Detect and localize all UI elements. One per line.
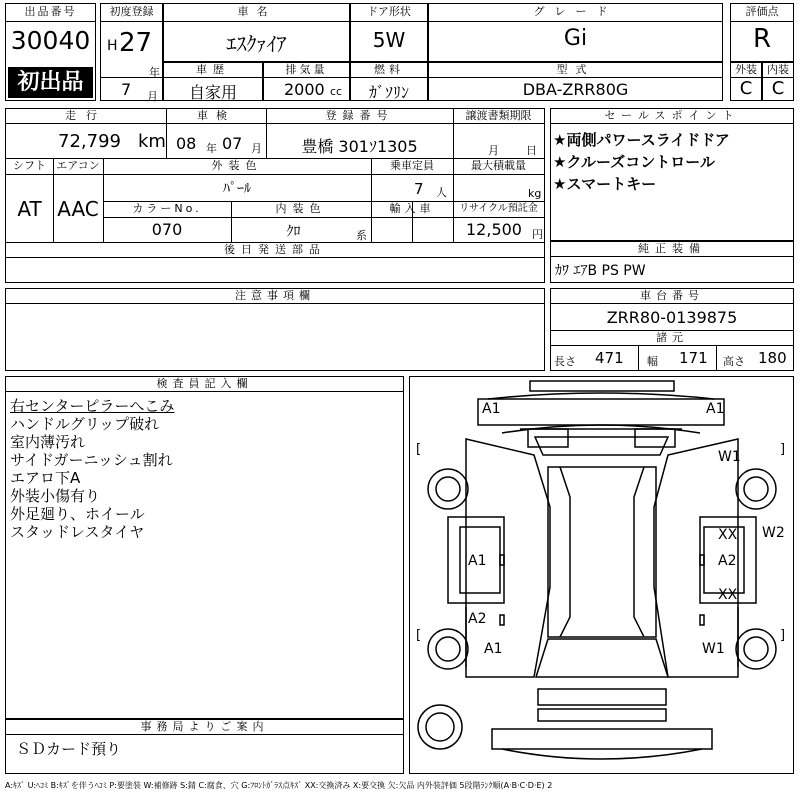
recycle-label: リサイクル預託金: [459, 203, 538, 214]
recycle: 12,500: [466, 220, 522, 239]
mileage-label: 走行: [65, 109, 107, 122]
fuel-box: [350, 62, 428, 101]
car-name-box: [163, 3, 350, 62]
fuel-label: 燃料: [374, 63, 404, 76]
model-label: 型式: [556, 63, 595, 76]
inspector-line: スタッドレスタイヤ: [10, 523, 145, 541]
color-no: 070: [151, 220, 183, 239]
sales-points-box: [550, 108, 794, 241]
mark-right-rear-door: XX: [718, 587, 738, 603]
lot-number: 30040: [10, 26, 91, 55]
height: 180: [758, 349, 787, 367]
inspection-month: 07: [222, 134, 243, 153]
sales-points-label: セールスポイント: [604, 109, 740, 122]
mileage-unit: km: [138, 131, 166, 152]
inspector-line: 室内薄汚れ: [10, 433, 86, 451]
chassis-label: 車台番号: [640, 289, 704, 302]
first-listing-badge: 初出品: [8, 67, 93, 98]
length-label: 長さ: [554, 355, 576, 368]
interior-label: 内装: [767, 63, 789, 76]
grade-box: [428, 3, 723, 62]
history-box: [163, 62, 263, 101]
office-text: ＳＤカード預り: [16, 740, 122, 758]
mark-wheel-rr: W1: [702, 641, 725, 657]
lot-label: 出品番号: [24, 5, 77, 18]
equipment-label: 純正装備: [638, 242, 706, 255]
grade: Gi: [563, 26, 588, 51]
color-no-label: カラーNo.: [132, 202, 202, 215]
displacement-label: 排気量: [285, 63, 328, 76]
sales-point-item: ★両側パワースライドドア: [553, 131, 730, 149]
fuel: ｶﾞｿﾘﾝ: [368, 83, 409, 102]
mark-wheel-fr: W1: [718, 449, 741, 465]
int-color-label: 内装色: [275, 202, 327, 215]
mark-front-right: A1: [706, 401, 725, 417]
history: 自家用: [188, 83, 237, 102]
height-label: 高さ: [723, 355, 745, 368]
inspection-month-unit: 月: [251, 142, 262, 155]
inspection-year: 08: [176, 134, 197, 153]
mark-left-rear-door: A2: [468, 611, 487, 627]
width-label: 幅: [647, 355, 658, 368]
displacement-unit: cc: [330, 85, 343, 98]
specs-table: [5, 108, 545, 283]
load-label: 最大積載量: [471, 159, 526, 172]
history-label: 車歴: [196, 63, 230, 76]
interior-grade-box: [762, 62, 794, 101]
svg-text:[: [: [416, 442, 422, 457]
car-name: ｴｽｸｧｲｱ: [226, 32, 287, 56]
car-name-label: 車名: [237, 5, 276, 18]
equipment-box: [550, 241, 794, 283]
rating: R: [752, 24, 772, 54]
int-color-unit: 系: [356, 229, 367, 242]
car-diagram: [410, 377, 793, 773]
inspector-line: 右センターピラーへこみ: [10, 397, 175, 415]
inspector-line: 外装小傷有り: [10, 487, 101, 505]
ac: AAC: [57, 197, 99, 221]
displacement-box: [263, 62, 350, 101]
inspector-line: ハンドルグリップ破れ: [10, 415, 160, 433]
car-diagram-box: [409, 376, 794, 774]
transfer-label: 譲渡書類期限: [465, 109, 532, 122]
inspection-label: 車検: [197, 109, 235, 122]
exterior-grade-box: [730, 62, 762, 101]
inspector-line: エアロ下A: [10, 469, 81, 487]
displacement: 2000: [284, 80, 325, 99]
equipment: ｶﾜ ｴｱB PS PW: [555, 263, 646, 279]
load-unit: kg: [528, 187, 542, 200]
import-label: 輸入車: [389, 202, 435, 215]
svg-text:]: ]: [780, 442, 786, 457]
capacity: 7: [414, 180, 424, 198]
int-color: ｸﾛ: [286, 224, 301, 240]
notes-label: 注意事項欄: [235, 289, 315, 302]
ext-color-label: 外装色: [211, 159, 263, 172]
width: 171: [679, 349, 708, 367]
rating-label: 評価点: [745, 5, 779, 18]
grade-label: グレード: [533, 5, 618, 18]
rating-box: [730, 3, 794, 62]
reg-year-unit: 年: [149, 66, 160, 79]
transfer-day-unit: 日: [526, 144, 537, 157]
model: DBA-ZRR80G: [522, 80, 629, 99]
recycle-unit: 円: [532, 228, 543, 241]
mark-right-front-door: XX: [718, 527, 738, 543]
svg-text:]: ]: [780, 628, 786, 643]
mark-right-pillar: W2: [762, 525, 785, 541]
office-label: 事務局よりご案内: [140, 720, 269, 733]
first-reg-label: 初度登録: [109, 5, 154, 18]
chassis-number: ZRR80-0139875: [606, 308, 738, 327]
sales-point-item: ★スマートキー: [553, 175, 657, 193]
later-parts-label: 後日発送部品: [224, 243, 326, 256]
shift: AT: [17, 197, 42, 221]
door-label: ドア形状: [367, 5, 411, 18]
mileage: 72,799: [58, 131, 121, 152]
inspector-line: 外足廻り、ホイール: [10, 505, 145, 523]
door-box: [350, 3, 428, 62]
ac-label: エアコン: [56, 159, 100, 172]
exterior-label: 外装: [735, 63, 757, 76]
dims-label: 諸元: [656, 331, 688, 344]
interior-grade: C: [771, 78, 785, 99]
length: 471: [595, 349, 624, 367]
office-box: [5, 719, 404, 774]
reg-month: 7: [121, 80, 132, 99]
inspector-line: サイドガーニッシュ割れ: [10, 451, 173, 469]
door-type: 5W: [372, 28, 406, 52]
exterior-grade: C: [739, 78, 753, 99]
legend: A:ｷｽﾞ U:ﾍｺﾐ B:ｷｽﾞを伴うﾍｺﾐ P:要塗装 W:補修跡 S:錆 C:腐食、穴 G:ﾌﾛﾝﾄｶﾞﾗｽ点ｷｽﾞ XX:交換済み X:要交換 欠:欠品 内外装評価 5段階ﾗﾝｸ順(A·B·C·D·E) 2: [5, 781, 553, 790]
reg-month-unit: 月: [147, 90, 158, 103]
era: H: [107, 38, 118, 54]
inspector-label: 検査員記入欄: [156, 377, 253, 390]
first-registration-box: [100, 3, 163, 101]
mark-left-front-door: A1: [468, 553, 487, 569]
capacity-label: 乗車定員: [390, 159, 434, 172]
transfer-month-unit: 月: [488, 144, 499, 157]
mark-right-center: A2: [718, 553, 737, 569]
mark-left-rear: A1: [484, 641, 503, 657]
chassis-box: [550, 288, 794, 371]
reg-year: 27: [119, 28, 153, 58]
plate-label: 登録番号: [325, 109, 394, 122]
ext-color: ﾊﾟｰﾙ: [223, 181, 251, 197]
model-box: [428, 62, 723, 101]
notes-box: [5, 288, 545, 371]
inspector-box: [5, 376, 404, 719]
capacity-unit: 人: [436, 186, 447, 199]
lot-box: [5, 3, 96, 101]
inspection-year-unit: 年: [206, 142, 217, 155]
plate: 豊橋 301ｿ1305: [301, 137, 418, 156]
mark-front-left: A1: [482, 401, 501, 417]
svg-text:[: [: [416, 628, 422, 643]
sales-point-item: ★クルーズコントロール: [553, 153, 715, 171]
shift-label: シフト: [13, 159, 46, 172]
